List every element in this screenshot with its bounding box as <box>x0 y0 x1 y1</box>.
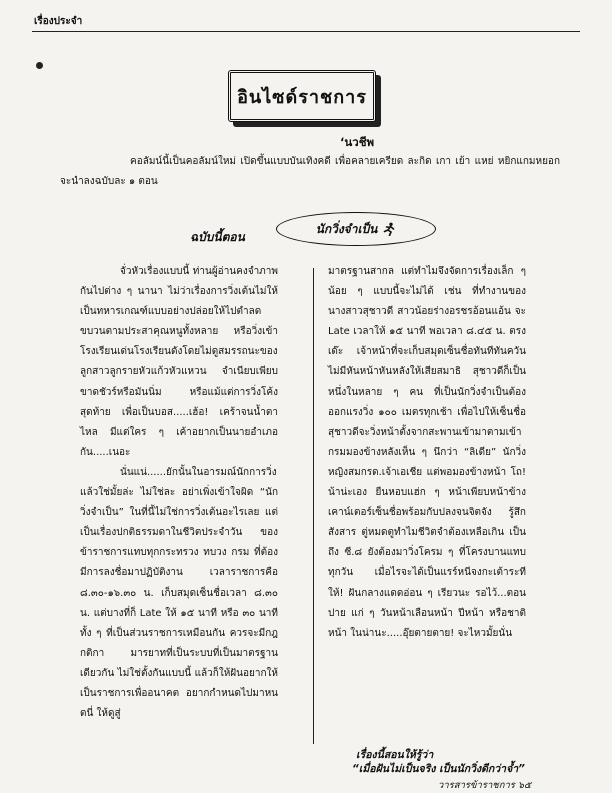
author-name: นวชีพ <box>344 135 375 149</box>
article-title: อินไซด์ราชการ <box>237 86 367 108</box>
runner-icon <box>382 222 396 236</box>
margin-bullet <box>36 62 43 69</box>
body-paragraph: มาตรฐานสากล แต่ทำไมจึงจัดการเรื่องเล็ก ๆ น้อย ๆ แบบนี้จะไม่ได้ เช่น ที่ทำงานของนางสาวสุชาวดี สาวน้อยร่างอรชรอ้อนแอ้น จะ Late เวลาให้ ๑๕ นาที พอเวลา ๘.๔๕ น. ตรงเด๊ะ เจ้าหน้าที่จะเก็บสมุดเซ็นชื่อทันทีทันควันไม่มีหันหน้าหันหลังให้เสียสมาธิ สุชาวดีก็เป็นหนึ่งในหลาย ๆ คน ที่เป็นนักวิ่งจำเป็นต้องออกแรงวิ่ง ๑๐๐ เมตรทุกเช้า เพื่อไปให้เซ็นชื่อสุชาวดีจะวิ่งหน้าตั้งจากสะพานเข้ามาตามเข้ากรมมองข้างหลังเห็น ๆ นึกว่า “ลิเดีย” นักวิ่งหญิงสมกรด.เจ้าเอเชีย แต่พอมองข้างหน้า โถ! น้าน่ะเอง ยืนหอบแฮ่ก ๆ หน้าเพียบหน้าข้างเคาน์เตอร์เซ็นชื่อพร้อมกับปลงจนจิตจัง รู้สึกสังสาร ตู่หมดตูทำไมชีวิตจำต้องเหลือเกิน เป็นถึง ซี.๘ ยังต้องมาวิ่งโครม ๆ ที่โครงบานแทบทุกวัน เมื่อไรจะได้เป็นแรร์หนีจงกะเต้าระที ให้! ฝันกลางแดดอ่อน ๆ เรียวนะ รอไว้...ตอนปาย แก่ ๆ วันหน้าเลือนหน้า ปีหน้า หรือชาติหน้า ในน่านะ.....อุ๊ยตายตาย! จะไหวมั้ยนั่น <box>328 266 526 639</box>
body-paragraph: นั่นแน่......ยักนั้นในอารมณ์นักการวิ่งแล้วใช่มั้ยล่ะ ไม่ใช่ละ อย่าเพิ่งเข้าใจผิด “นักวิ่งจำเป็น” ในที่นี้ไม่ใช่การวิ่งเต้นอะไรเลย แต่เป็นเรื่องปกติธรรมดาในชีวิตประจำวัน ของข้าราชการแทบทุกกระทรวง ทบวง กรม ที่ต้องมีการลงชื่อมาปฏิบัติงาน เวลาราชการคือ ๘.๓๐-๑๖.๓๐ น. เก็บสมุดเซ็นชื่อเวลา ๘.๓๐ น. แต่บางที่ก็ Late ให้ ๑๕ นาที หรือ ๓๐ นาที ทั้ง ๆ ที่เป็นส่วนราชการเหมือนกัน ควรจะมีกฎ กติกา มารยาทที่เป็นระบบที่เป็นมาตรฐานเดียวกัน ไม่ใช่ตั้งกันแบบนี้ แล้วก็ให้ฝันอยากให้เป็นราชการเพื่ออนาคต อยากกำหนดไปมาหนดนี่ ให้ดูสู่ <box>80 466 278 720</box>
moral-heading: เรื่องนี้สอนให้รู้ว่า <box>356 749 434 761</box>
column-divider <box>313 268 314 744</box>
episode-label: ฉบับนี้ตอน <box>190 230 245 244</box>
header-rule <box>32 31 580 32</box>
magazine-page-label: วารสารข้าราชการ ๖๕ <box>438 780 532 791</box>
section-label: เรื่องประจำ <box>34 16 83 27</box>
author-byline: ‘นวชีพ <box>340 135 375 149</box>
body-paragraph: จั่วหัวเรื่องแบบนี้ ท่านผู้อ่านคงจำภาพกันไปต่าง ๆ นานา ไม่ว่าเรื่องการวิ่งเต้นไม่ให้เป็นทหารเกณฑ์แบบอย่างปล่อยให้ไปตำลดขบวนตามประสาคุณหนูทั้งหลาย หรือวิ่งเข้าโรงเรียนเด่นโรงเรียนดังโดยไม่ดูสมรรถนะของลูกสาวลูกรายหัวแก้วหัวแหวน จำเนียบเพียบขาดชัวร์หรือมันนิ่ม หรือแม้แต่การวิ่งโค้งสุดท้าย เพื่อเป็นบอส.....เฮ้อ! เคร้าจนน้ำตาไหล มีแต่ใคร ๆ เค้าอยากเป็นนายอำเภอกัน.....เนอะ <box>80 266 278 458</box>
intro-text: คอลัมน์นี้เป็นคอลัมน์ใหม่ เปิดขึ้นแบบบันเทิงคดี เพื่อคลายเครียด ละกิด เกา เย้า แหย่ หยิกแกมหยอก จะนำลงฉบับละ ๑ ตอน <box>60 156 560 187</box>
episode-title: นักวิ่งจำเป็น <box>315 221 378 236</box>
intro-paragraph <box>60 152 560 192</box>
title-box <box>228 70 376 122</box>
moral-quote: “เมื่อฝันไม่เป็นจริง เป็นนักวิ่งดีกว่าจ้ำ” <box>352 763 525 775</box>
column-left <box>80 262 278 724</box>
episode-title-oval <box>276 212 436 246</box>
column-right <box>328 262 526 644</box>
